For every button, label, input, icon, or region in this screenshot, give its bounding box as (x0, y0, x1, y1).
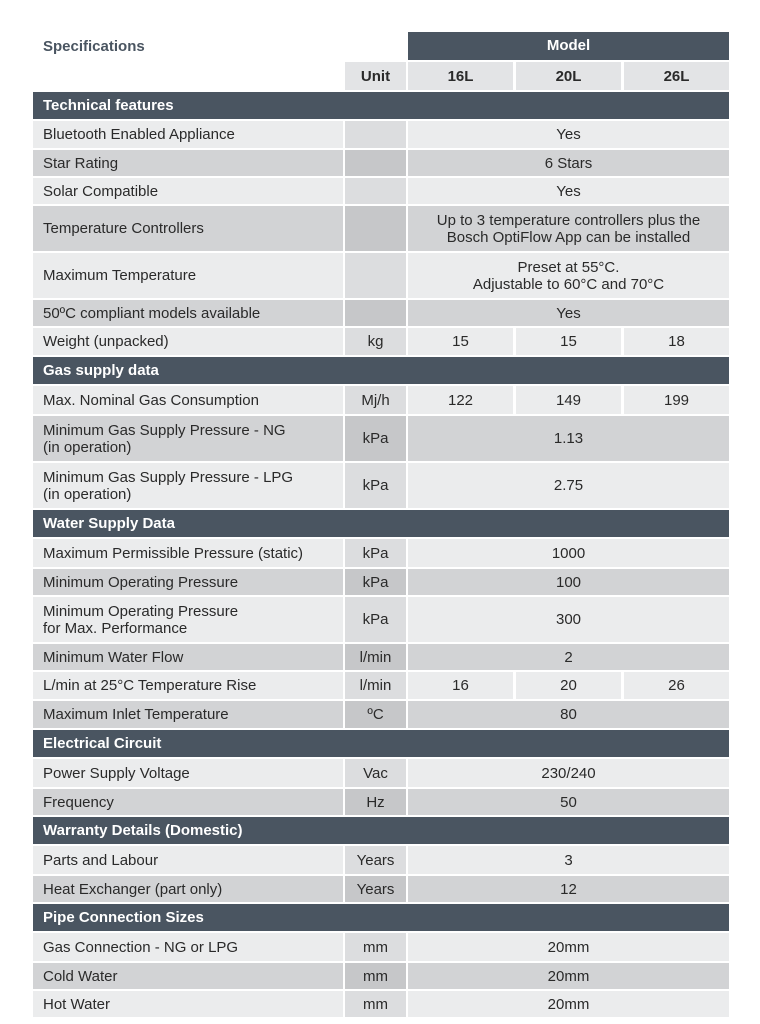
row-unit: Hz (345, 789, 406, 815)
row-label: Bluetooth Enabled Appliance (33, 121, 343, 148)
row-label: Gas Connection - NG or LPG (33, 933, 343, 961)
row-value: Preset at 55°C. Adjustable to 60°C and 70°C (408, 253, 729, 298)
row-unit: Years (345, 876, 406, 902)
row-label: 50ºC compliant models available (33, 300, 343, 326)
row-unit: mm (345, 933, 406, 961)
row-unit (345, 253, 406, 298)
table-row (33, 416, 729, 461)
row-unit (345, 121, 406, 148)
row-unit: mm (345, 963, 406, 989)
row-label: Heat Exchanger (part only) (33, 876, 343, 902)
row-value: 3 (408, 846, 729, 874)
row-label: Hot Water (33, 991, 343, 1017)
page-title: Specifications (43, 38, 145, 55)
row-label: Minimum Operating Pressure for Max. Performance (33, 597, 343, 642)
row-label: Max. Nominal Gas Consumption (33, 386, 343, 414)
table-header (33, 32, 729, 60)
row-value-26l: 199 (624, 386, 729, 414)
row-unit: ºC (345, 701, 406, 728)
row-label: Cold Water (33, 963, 343, 989)
row-label: Minimum Water Flow (33, 644, 343, 670)
row-label: Frequency (33, 789, 343, 815)
row-unit: kPa (345, 539, 406, 567)
table-row (33, 644, 729, 670)
row-value: 12 (408, 876, 729, 902)
row-unit: l/min (345, 672, 406, 699)
row-value-26l: 18 (624, 328, 729, 355)
row-label: Parts and Labour (33, 846, 343, 874)
row-value: 80 (408, 701, 729, 728)
row-value: 20mm (408, 933, 729, 961)
row-value: 6 Stars (408, 150, 729, 176)
row-label: Power Supply Voltage (33, 759, 343, 787)
section-header: Pipe Connection Sizes (33, 904, 729, 931)
table-row (33, 386, 729, 414)
row-value-20l: 20 (516, 672, 621, 699)
row-label: Weight (unpacked) (33, 328, 343, 355)
table-row (33, 597, 729, 642)
row-unit (345, 150, 406, 176)
row-value: Yes (408, 300, 729, 326)
spec-sections (33, 92, 729, 1017)
row-value: 2.75 (408, 463, 729, 508)
row-value-20l: 149 (516, 386, 621, 414)
unit-row-spacer (33, 62, 343, 90)
row-unit: mm (345, 991, 406, 1017)
row-value-16l: 16 (408, 672, 513, 699)
row-label: Star Rating (33, 150, 343, 176)
row-label: Maximum Permissible Pressure (static) (33, 539, 343, 567)
row-unit: l/min (345, 644, 406, 670)
table-row (33, 121, 729, 148)
section-header: Electrical Circuit (33, 730, 729, 757)
section-header: Technical features (33, 92, 729, 119)
table-row (33, 178, 729, 204)
row-label: Minimum Gas Supply Pressure - LPG (in operation) (33, 463, 343, 508)
unit-row (33, 62, 729, 90)
row-value: 300 (408, 597, 729, 642)
table-row (33, 463, 729, 508)
model-16l-header: 16L (408, 62, 513, 90)
row-value-20l: 15 (516, 328, 621, 355)
row-unit: Vac (345, 759, 406, 787)
table-row (33, 789, 729, 815)
row-value: 1.13 (408, 416, 729, 461)
row-unit (345, 300, 406, 326)
row-value-26l: 26 (624, 672, 729, 699)
row-unit (345, 206, 406, 251)
row-unit: kg (345, 328, 406, 355)
row-value: Yes (408, 178, 729, 204)
row-label: Solar Compatible (33, 178, 343, 204)
table-row (33, 569, 729, 595)
table-row (33, 672, 729, 699)
model-26l-header: 26L (624, 62, 729, 90)
row-unit: kPa (345, 597, 406, 642)
row-label: L/min at 25°C Temperature Rise (33, 672, 343, 699)
row-label: Maximum Inlet Temperature (33, 701, 343, 728)
table-row (33, 206, 729, 251)
table-row (33, 933, 729, 961)
table-row (33, 701, 729, 728)
row-value: 230/240 (408, 759, 729, 787)
row-value: 20mm (408, 963, 729, 989)
row-unit: kPa (345, 463, 406, 508)
row-unit (345, 178, 406, 204)
table-row (33, 759, 729, 787)
row-label: Minimum Operating Pressure (33, 569, 343, 595)
section-header: Water Supply Data (33, 510, 729, 537)
row-label: Minimum Gas Supply Pressure - NG (in operation) (33, 416, 343, 461)
row-value-16l: 122 (408, 386, 513, 414)
row-unit: Mj/h (345, 386, 406, 414)
row-value: Up to 3 temperature controllers plus the Bosch OptiFlow App can be installed (408, 206, 729, 251)
table-row (33, 253, 729, 298)
table-row (33, 963, 729, 989)
table-row (33, 300, 729, 326)
row-unit: Years (345, 846, 406, 874)
table-row (33, 328, 729, 355)
table-row (33, 991, 729, 1017)
row-value: 1000 (408, 539, 729, 567)
row-value: 50 (408, 789, 729, 815)
model-header: Model (408, 32, 729, 60)
table-row (33, 539, 729, 567)
model-20l-header: 20L (516, 62, 621, 90)
unit-column-header: Unit (345, 62, 406, 90)
row-value: 100 (408, 569, 729, 595)
row-value: 2 (408, 644, 729, 670)
row-unit: kPa (345, 569, 406, 595)
row-value: 20mm (408, 991, 729, 1017)
row-label: Maximum Temperature (33, 253, 343, 298)
row-unit: kPa (345, 416, 406, 461)
row-value: Yes (408, 121, 729, 148)
row-label: Temperature Controllers (33, 206, 343, 251)
table-row (33, 876, 729, 902)
row-value-16l: 15 (408, 328, 513, 355)
section-header: Warranty Details (Domestic) (33, 817, 729, 844)
table-row (33, 846, 729, 874)
section-header: Gas supply data (33, 357, 729, 384)
spec-table (33, 32, 729, 1017)
table-row (33, 150, 729, 176)
